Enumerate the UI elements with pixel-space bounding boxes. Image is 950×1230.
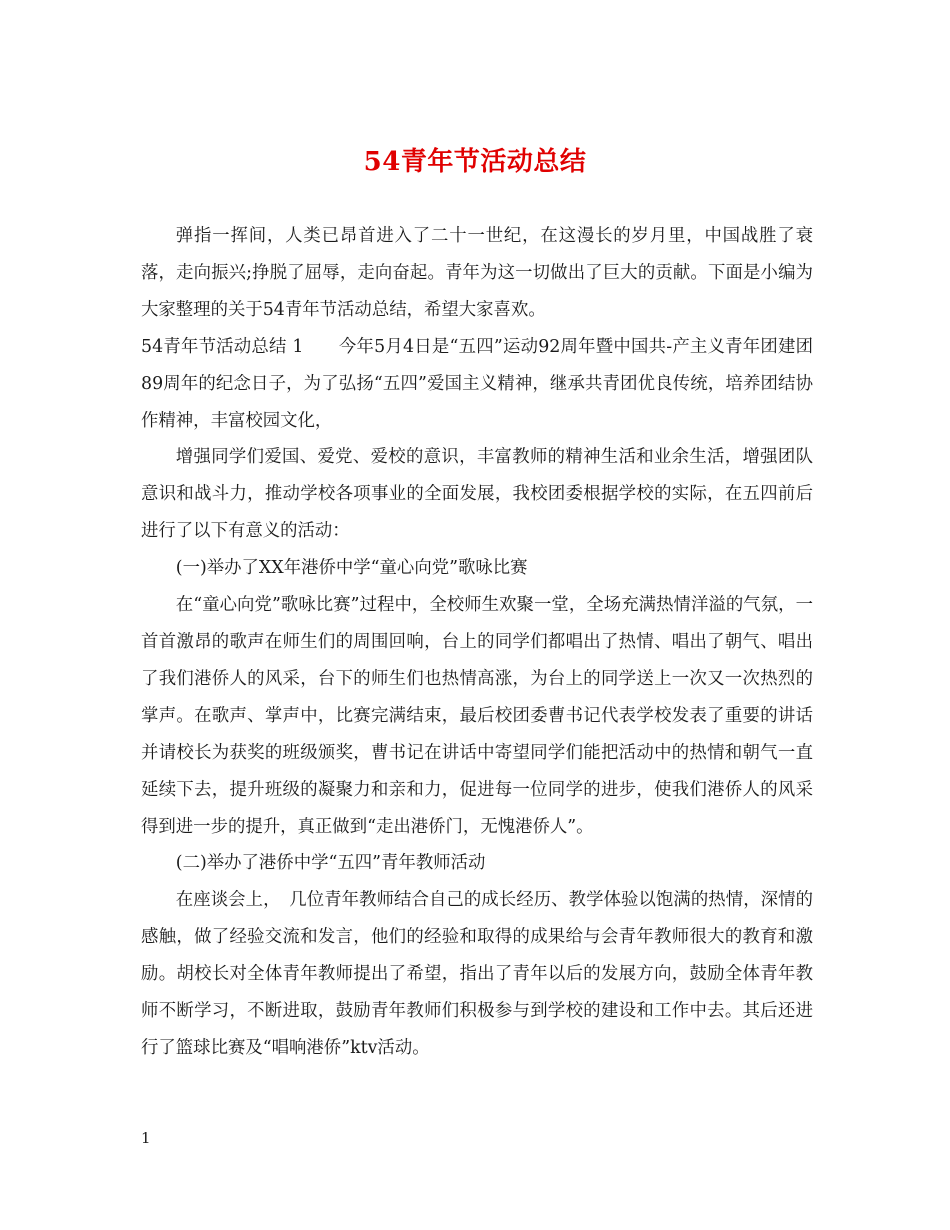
document-title: 54青年节活动总结 [363, 147, 587, 177]
section-heading-singing-contest: (一)举办了XX年港侨中学“童心向党”歌咏比赛 [175, 558, 528, 579]
paragraph-summary-1-heading: 54青年节活动总结 1 今年5月4日是“五四”运动92周年暨中国共-产主义青年团建团89周年的纪念日子，为了弘扬“五四”爱国主义精神，继承共青团优良传统，培养团结协作精神，丰富校园文化， [141, 336, 813, 431]
paragraph-singing-contest: 在“童心向党”歌咏比赛”过程中，全校师生欢聚一堂，全场充满热情洋溢的气氛，一首首激昂的歌声在师生们的周围回响，台上的同学们都唱出了热情、唱出了朝气、唱出了我们港侨人的风采，台下的师生们也热情高涨，为台上的同学送上一次又一次热烈的掌声。在歌声、掌声中，比赛完满结束，最后校团委曹书记代表学校发表了重要的讲话并请校长为获奖的班级颁奖，曹书记在讲话中寄望同学们能把活动中的热情和朝气一直延续下去，提升班级的凝聚力和亲和力，促进每一位同学的进步，使我们港侨人的风采得到进一步的提升，真正做到“走出港侨门，无愧港侨人”。 [141, 595, 813, 837]
section-heading-teacher-activity: (二)举办了港侨中学“五四”青年教师活动 [175, 853, 486, 874]
paragraph-activities-overview: 增强同学们爱国、爱党、爱校的意识，丰富教师的精神生活和业余生活，增强团队意识和战斗力，推动学校各项事业的全面发展，我校团委根据学校的实际，在五四前后进行了以下有意义的活动： [141, 447, 813, 542]
paragraph-teacher-activity: 在座谈会上， 几位青年教师结合自己的成长经历、教学体验以饱满的热情，深情的感触，做了经验交流和发言，他们的经验和取得的成果给与会青年教师很大的教育和激励。胡校长对全体青年教师提出了希望，指出了青年以后的发展方向，鼓励全体青年教师不断学习，不断进取，鼓励青年教师们积极参与到学校的建设和工作中去。其后还进行了篮球比赛及“唱响港侨”ktv活动。 [141, 890, 813, 1058]
document-body [141, 218, 813, 1067]
page-number: 1 [141, 1129, 151, 1147]
paragraph-intro: 弹指一挥间，人类已昂首进入了二十一世纪，在这漫长的岁月里，中国战胜了衰落，走向振兴;挣脱了屈辱，走向奋起。青年为这一切做出了巨大的贡献。下面是小编为大家整理的关于54青年节活动总结，希望大家喜欢。 [141, 226, 813, 320]
